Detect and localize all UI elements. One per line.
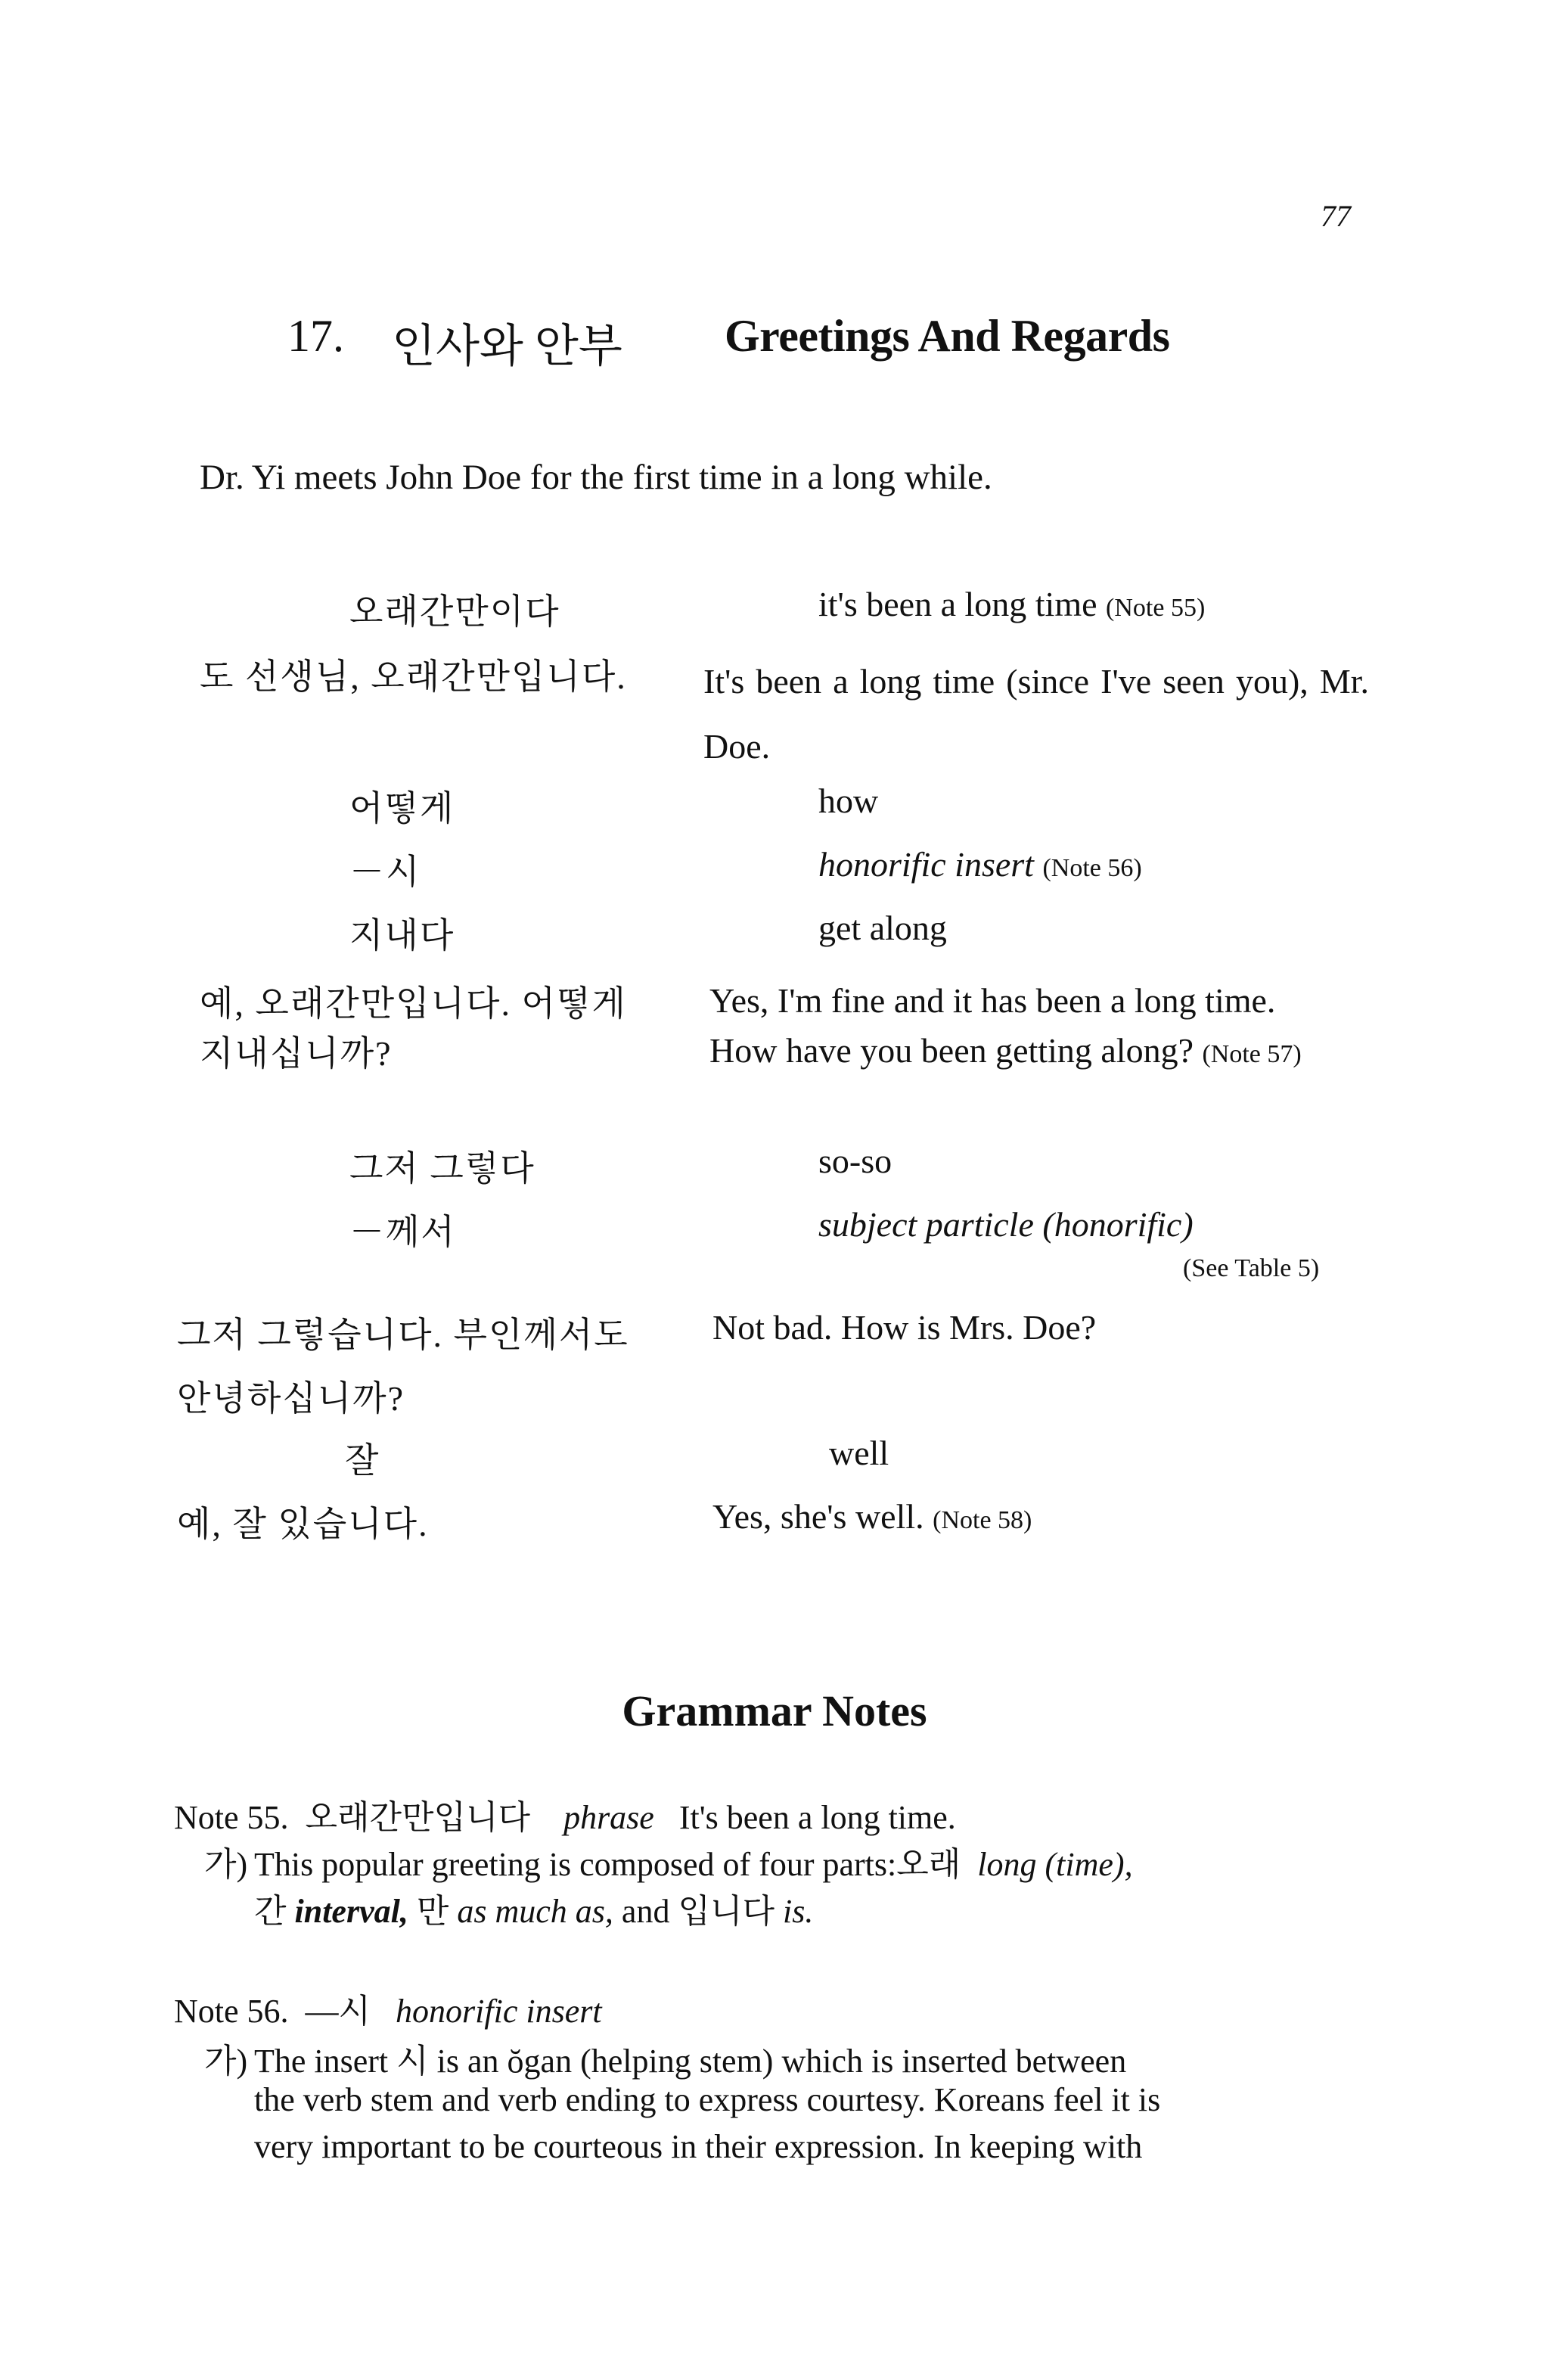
note-label: Note 56. <box>174 1993 289 2030</box>
dialogue-line-korean: 예, 잘 있습니다. <box>177 1505 429 1543</box>
note-56-line-1: The insert 시 is an ŏgan (helping stem) which is inserted between <box>254 2043 1127 2080</box>
vocab-english: so-so <box>818 1142 892 1180</box>
vocab-english: how <box>818 781 879 820</box>
note-ref: (Note 58) <box>933 1506 1032 1534</box>
dialogue-line-korean: 도 선생님, 오래간만입니다. <box>200 657 627 696</box>
vocab-english: get along <box>818 909 947 947</box>
note-type: honorific insert <box>396 1993 602 2030</box>
note-marker: 가) <box>204 1846 248 1883</box>
note-marker: 가) <box>204 2043 248 2080</box>
dialogue-line-korean: 예, 오래간만입니다. 어떻게 <box>200 984 627 1023</box>
vocab-korean: 잘 <box>345 1441 380 1480</box>
dialogue-line-korean: 안녕하십니까? <box>177 1379 405 1418</box>
vocab-korean: 지내다 <box>349 916 455 955</box>
table-ref: (See Table 5) <box>1183 1254 1320 1282</box>
vocab-korean: －께서 <box>349 1213 456 1251</box>
note-gloss: It's been a long time. <box>678 1799 956 1836</box>
lesson-number: 17. <box>287 311 344 361</box>
intro-text: Dr. Yi meets John Doe for the first time in a long while. <box>200 458 992 497</box>
note-korean: —시 <box>305 1993 371 2030</box>
note-55-line-2: 간 interval, 만 as much as, and 입니다 is. <box>254 1893 814 1930</box>
dialogue-line-english: Not bad. How is Mrs. Doe? <box>712 1308 1097 1347</box>
note-ref: (Note 55) <box>1106 594 1206 622</box>
vocab-korean: 어떻게 <box>349 789 455 828</box>
note-55-header <box>174 1790 956 1838</box>
vocab-korean: 오래간만이다 <box>349 592 560 631</box>
page-number: 77 <box>1321 199 1351 233</box>
note-label: Note 55. <box>174 1799 289 1836</box>
dialogue-line-english: Yes, I'm fine and it has been a long time. How have you been getting along? (Note 57) <box>709 981 1302 1070</box>
note-ref: (Note 56) <box>1042 854 1142 882</box>
vocab-korean: 그저 그렇다 <box>349 1149 535 1188</box>
dialogue-line-korean: 그저 그렇습니다. 부인께서도 <box>177 1316 629 1354</box>
dialogue-line-english: Yes, she's well. (Note 58) <box>712 1497 1032 1536</box>
note-56-line-2: the verb stem and verb ending to express courtesy. Koreans feel it is <box>254 2081 1161 2118</box>
grammar-notes-title: Grammar Notes <box>622 1686 927 1735</box>
vocab-english: subject particle (honorific) <box>818 1205 1194 1244</box>
note-ref: (Note 57) <box>1202 1040 1302 1068</box>
note-56-header <box>174 1984 602 2032</box>
lesson-title-korean: 인사와 안부 <box>392 322 622 371</box>
vocab-english: it's been a long time (Note 55) <box>818 585 1206 623</box>
note-korean: 오래간만입니다 <box>305 1799 531 1836</box>
note-55-line-1: This popular greeting is composed of four parts:오래 long (time), <box>254 1846 1133 1883</box>
vocab-english: honorific insert (Note 56) <box>818 845 1142 884</box>
dialogue-line-english: It's been a long time (since I've seen you), Mr. Doe. <box>703 662 1369 766</box>
note-type: phrase <box>563 1799 654 1836</box>
note-56-line-3: very important to be courteous in their expression. In keeping with <box>254 2128 1143 2165</box>
lesson-title-english: Greetings And Regards <box>725 311 1170 361</box>
vocab-korean: －시 <box>349 853 421 891</box>
vocab-english: well <box>829 1434 889 1472</box>
dialogue-line-korean: 지내십니까? <box>200 1034 393 1073</box>
